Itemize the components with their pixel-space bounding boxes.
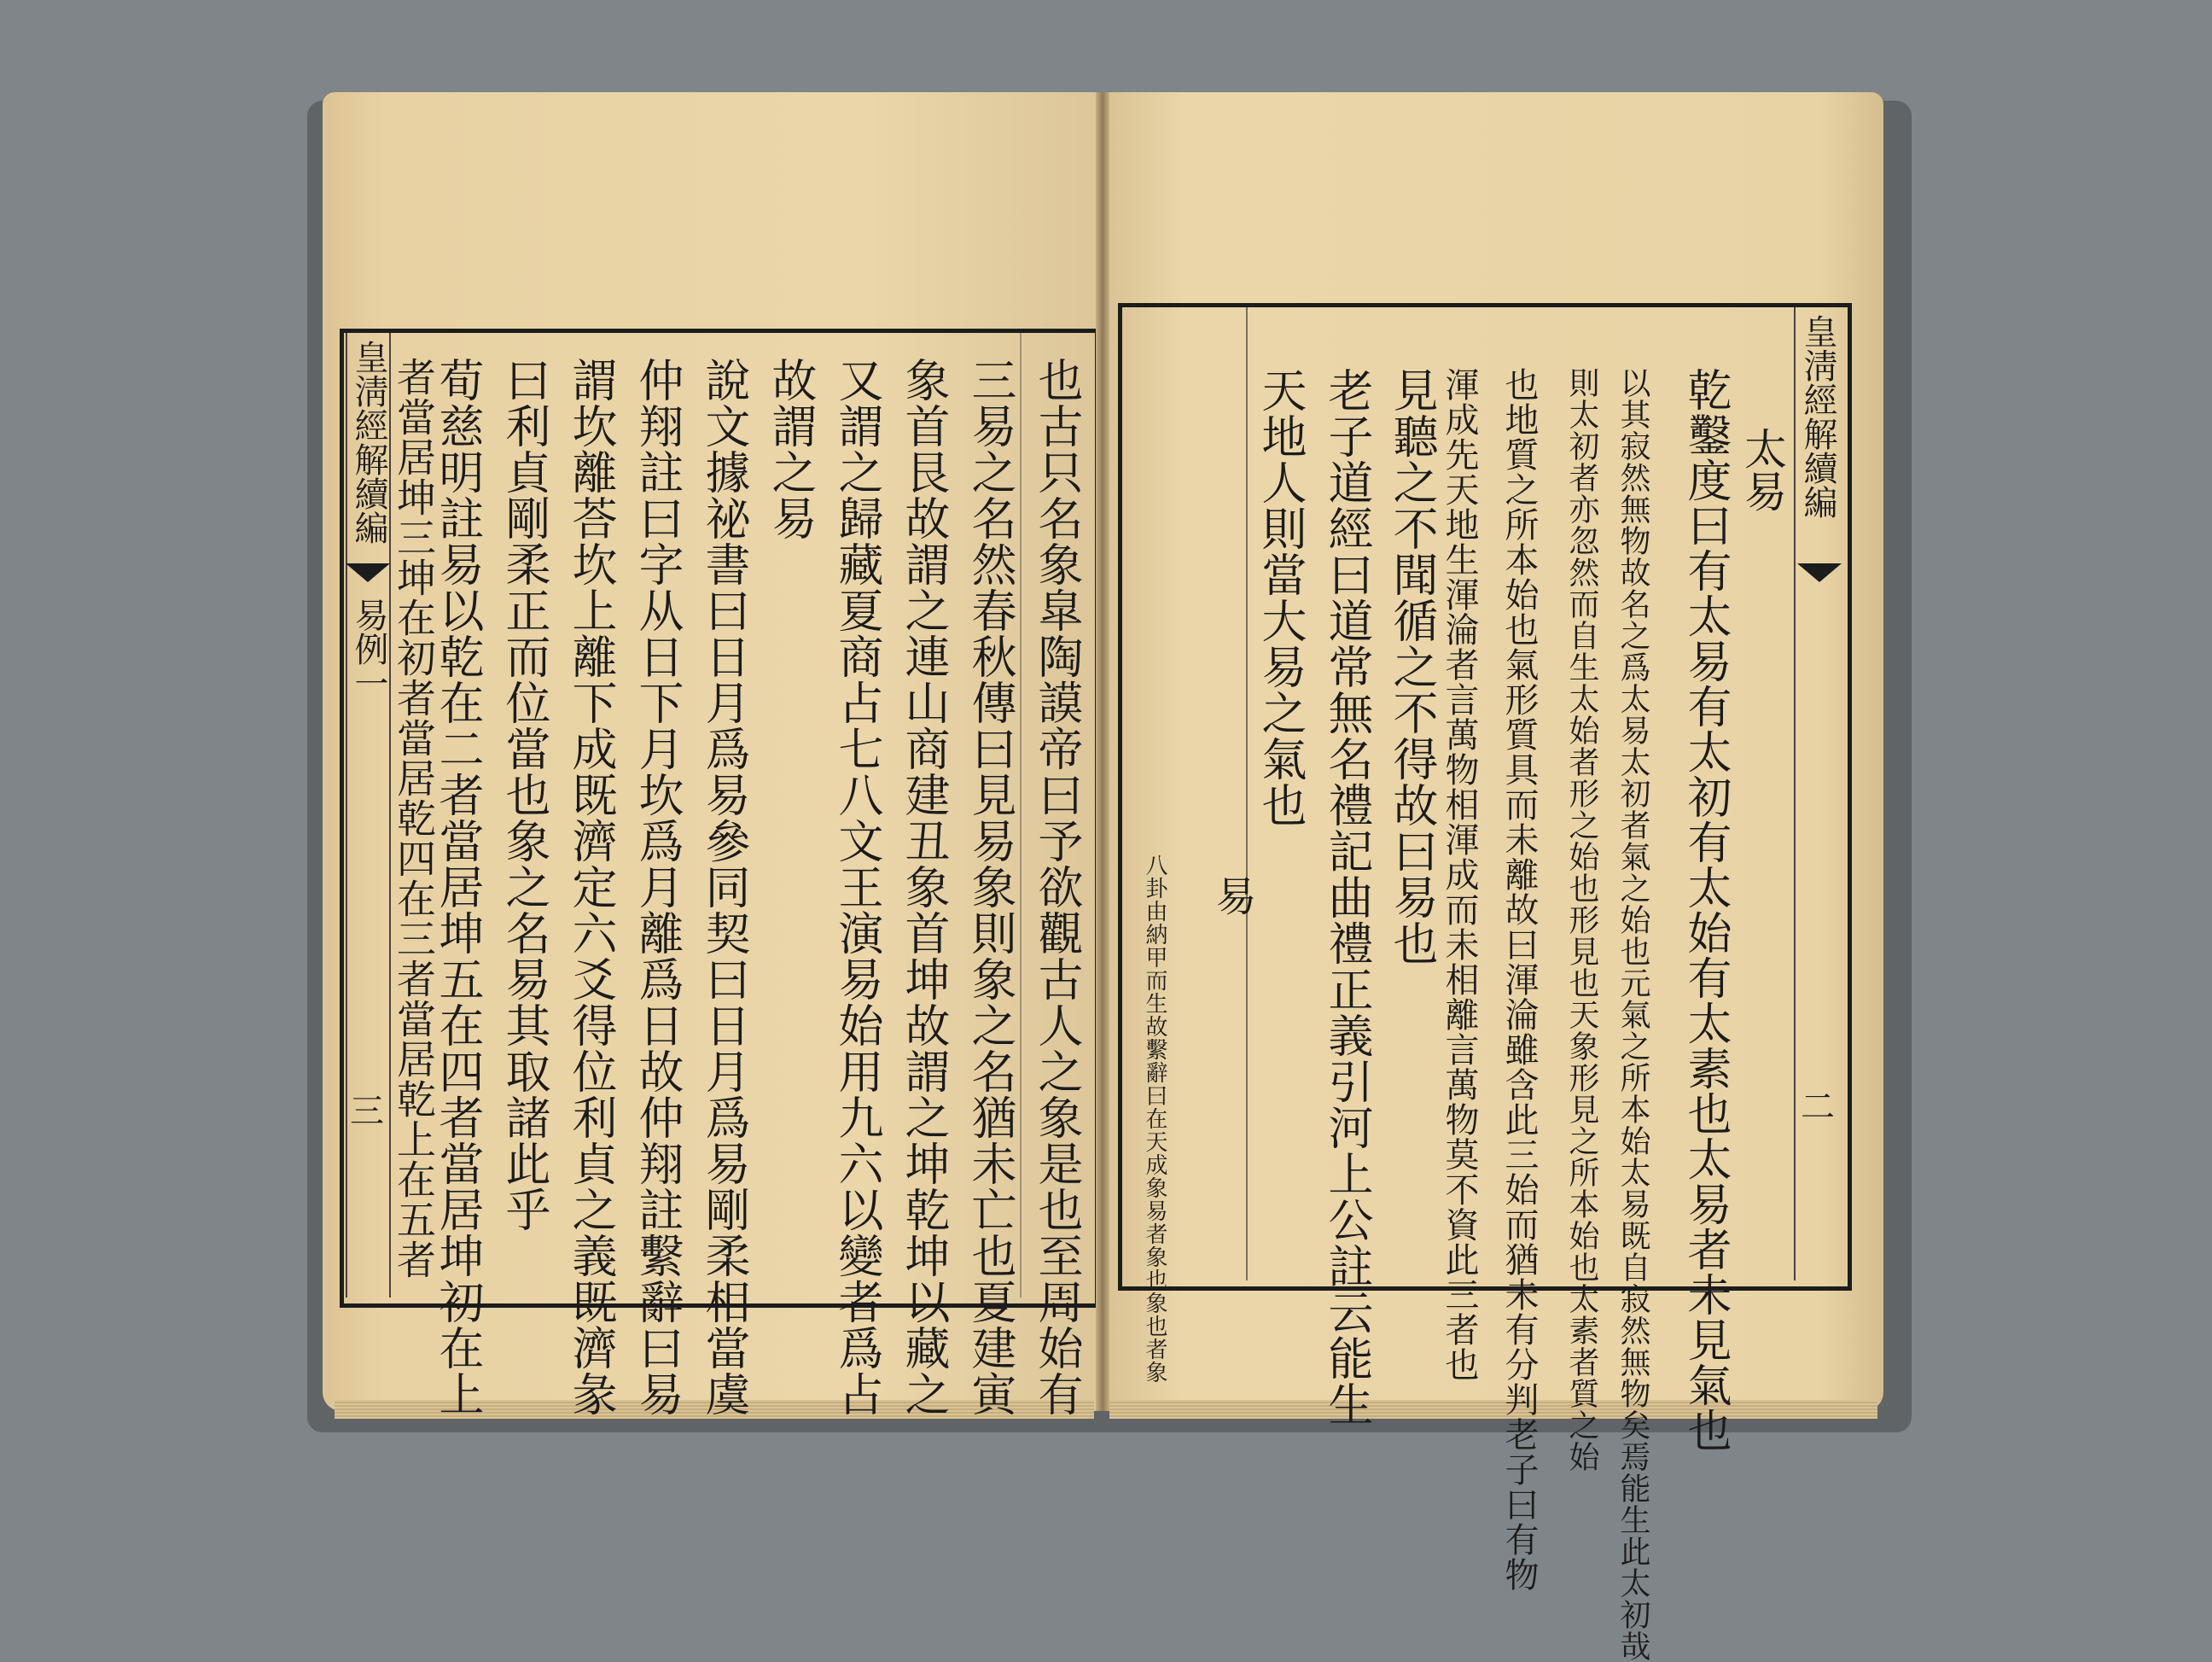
text-column: 象首艮故謂之連山商建丑象首坤故謂之坤乾坤以藏之 (898, 357, 950, 1417)
text-column: 也地質之所本始也氣形質具而未離故曰渾淪雖含此三始而猶未有分判老子曰有物 (1499, 367, 1539, 1592)
fishtail-mark (1797, 563, 1842, 582)
right-page-edge (1109, 1400, 1877, 1419)
page-number: 三 (350, 1092, 384, 1131)
banner-rule (346, 333, 347, 1298)
section-heading: 易 (1208, 875, 1256, 916)
fishtail-mark (346, 563, 390, 582)
page-number: 二 (1801, 1088, 1835, 1127)
commentary-column: 則太初者亦忽然而自生太始者形之始也形見也天象形見之所本始也太素者質之始 (1564, 367, 1599, 1472)
text-column: 曰利貞剛柔正而位當也象之名易其取諸此乎 (498, 357, 550, 1233)
text-column: 荀慈明註易以乾在二者當居坤五在四者當居坤初在上 (432, 357, 484, 1417)
book-gutter (1096, 92, 1109, 1411)
text-column: 故謂之易 (765, 357, 817, 541)
text-column: 也古只名象皐陶謨帝曰予欲觀古人之象是也至周始有 (1031, 357, 1083, 1417)
text-column: 渾成先天地生渾淪者言萬物相渾成而未相離言萬物莫不資此三者也 (1440, 367, 1479, 1382)
banner-title: 皇淸經解續編 (1798, 314, 1837, 519)
commentary-column: 以其寂然無物故名之爲太易太初者氣之始也元氣之所本始太易既自寂然無物矣焉能生此太初哉 (1615, 367, 1650, 1662)
section-heading: 太易 (1738, 427, 1787, 512)
text-column: 仲翔註曰字从日下月坎爲月離爲日故仲翔註繫辭曰易 (632, 357, 684, 1417)
text-column: 說文據祕書曰日月爲易參同契曰日月爲易剛柔相當虞 (698, 357, 750, 1417)
text-column: 乾鑿度曰有太易有太初有太始有太素也太易者未見氣也 (1679, 367, 1731, 1453)
text-column: 八卦由納甲而生故繫辭曰在天成象易者象也象也者象 (1142, 854, 1167, 1384)
text-column: 老子道經曰道常無名禮記曲禮正義引河上公註云能生 (1321, 367, 1373, 1427)
text-column: 三易之名然春秋傳曰見易象則象之名猶未亡也夏建寅 (964, 357, 1016, 1417)
section-title: 易例一 (349, 598, 388, 700)
banner-rule (1794, 307, 1796, 1280)
banner-title: 皇淸經解續編 (349, 340, 388, 545)
text-column: 見聽之不聞循之不得故曰易也 (1386, 367, 1438, 966)
column-rule (1246, 307, 1248, 1280)
text-column: 謂坎離荅坎上離下成既濟定六爻得位利貞之義既濟彖 (565, 357, 617, 1417)
text-column: 天地人則當大易之氣也 (1254, 367, 1307, 828)
text-column: 又謂之歸藏夏商占七八文王演易始用九六以變者爲占 (831, 357, 883, 1417)
text-column: 者當居坤三坤在初者當居乾四在三者當居乾上在五者 (391, 357, 437, 1280)
column-rule (1020, 333, 1022, 1298)
